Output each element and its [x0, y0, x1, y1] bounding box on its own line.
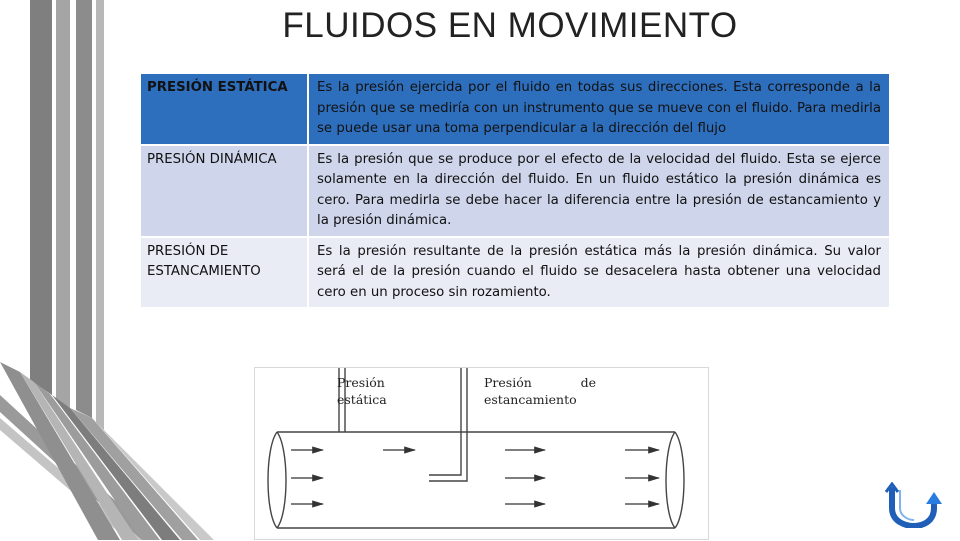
pressure-definitions-table — [139, 72, 891, 309]
page-title: FLUIDOS EN MOVIMIENTO — [282, 6, 738, 45]
term-cell: PRESIÓN ESTÁTICA — [140, 73, 308, 145]
table-row — [140, 145, 890, 237]
pipe-diagram — [255, 368, 710, 541]
description-cell: Es la presión que se produce por el efecto de la velocidad del fluido. Esta se ejerce solamente en la dirección del fluido. En un fluido estático la presión dinámica es cero. Para medirla se debe hacer la diferencia entre la presión de estancamiento y la presión dinámica. — [308, 145, 890, 237]
description-cell: Es la presión ejercida por el fluido en todas sus direcciones. Esta corresponde a la presión que se mediría con un instrumento que se mueve con el fluido. Para medirla se puede usar una toma perpendicular a la dirección del flujo — [308, 73, 890, 145]
description-cell: Es la presión resultante de la presión estática más la presión dinámica. Su valor será el de la presión cuando el fluido se desacelera hasta obtener una velocidad cero en un proceso sin rozamiento. — [308, 237, 890, 309]
table-row — [140, 73, 890, 145]
static-pressure-label: Presión estática — [337, 375, 387, 407]
stagnation-pressure-label: Presión de estancamiento — [484, 375, 596, 407]
pipe-flow-figure — [254, 367, 709, 540]
term-cell: PRESIÓN DINÁMICA — [140, 145, 308, 237]
u-turn-arrow-icon[interactable] — [884, 482, 944, 528]
term-cell: PRESIÓN DE ESTANCAMIENTO — [140, 237, 308, 309]
table-row — [140, 237, 890, 309]
